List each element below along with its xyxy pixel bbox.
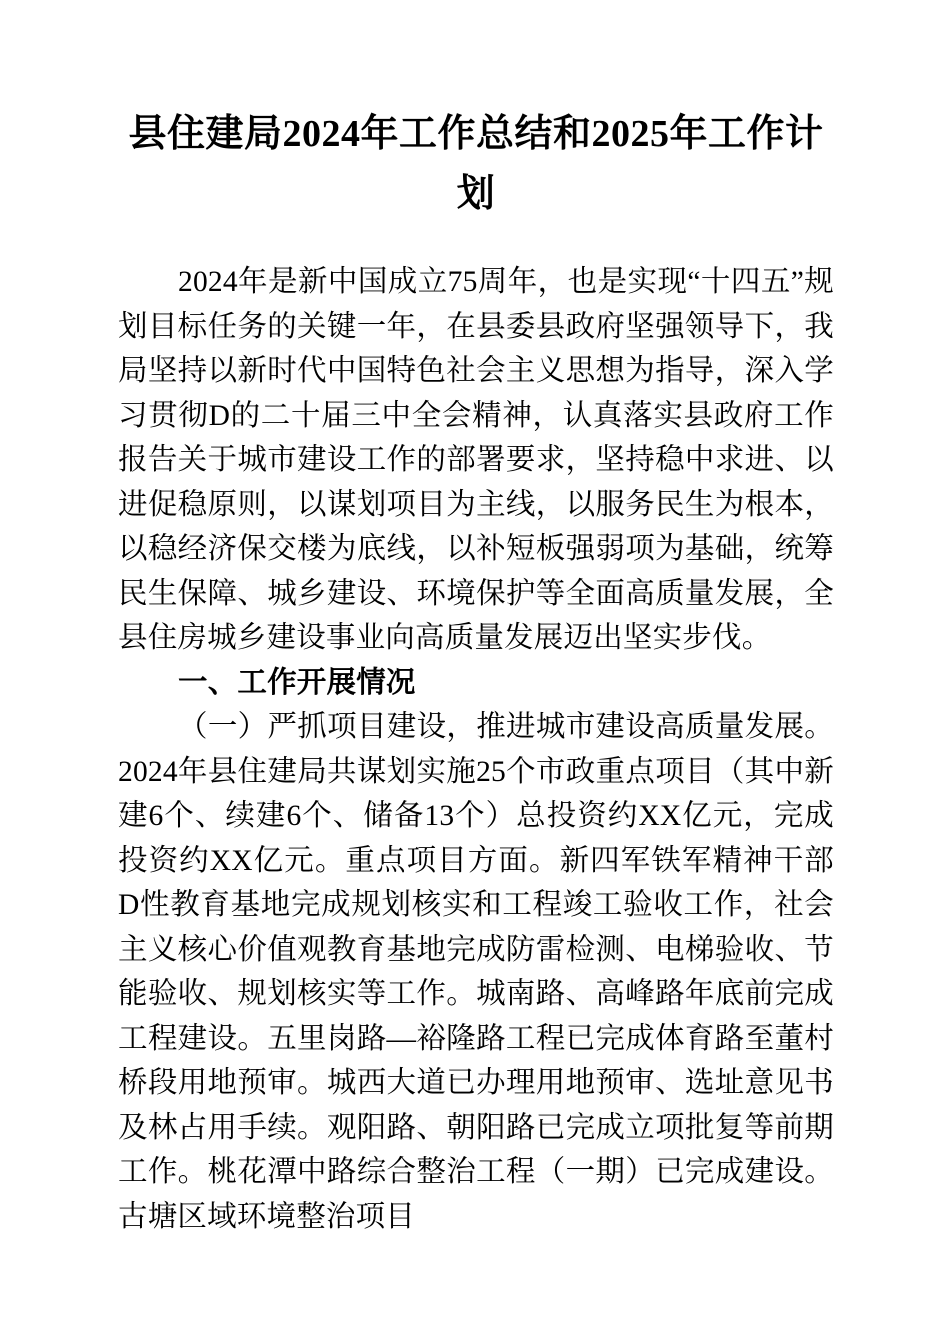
document-content — [118, 104, 834, 1239]
title-body-spacer — [118, 224, 834, 260]
page-title: 县住建局2024年工作总结和2025年工作计划 — [128, 113, 824, 215]
body-paragraph-intro: 2024年是新中国成立75周年，也是实现“十四五”规划目标任务的关键一年，在县委县政府坚强领导下，我局坚持以新时代中国特色社会主义思想为指导，深入学习贯彻D的二十届三中全会精神，认真落实县政府工作报告关于城市建设工作的部署要求，坚持稳中求进、以进促稳原则，以谋划项目为主线，以服务民生为根本，以稳经济保交楼为底线，以补短板强弱项为基础，统筹民生保障、城乡建设、环境保护等全面高质量发展，全县住房城乡建设事业向高质量发展迈出坚实步伐。 — [118, 266, 834, 654]
body-paragraph-subsection-one: （一）严抓项目建设，推进城市建设高质量发展。2024年县住建局共谋划实施25个市政重点项目（其中新建6个、续建6个、储备13个）总投资约XX亿元，完成投资约XX亿元。重点项目方面。新四军铁军精神干部D性教育基地完成规划核实和工程竣工验收工作，社会主义核心价值观教育基地完成防雷检测、电梯验收、节能验收、规划核实等工作。城南路、高峰路年底前完成工程建设。五里岗路—裕隆路工程已完成体育路至董村桥段用地预审。城西大道已办理用地预审、选址意见书及林占用手续。观阳路、朝阳路已完成立项批复等前期工作。桃花潭中路综合整治工程（一期）已完成建设。古塘区域环境整治项目 — [118, 711, 834, 1233]
section-heading-work-progress: 一、工作开展情况 — [178, 665, 416, 699]
